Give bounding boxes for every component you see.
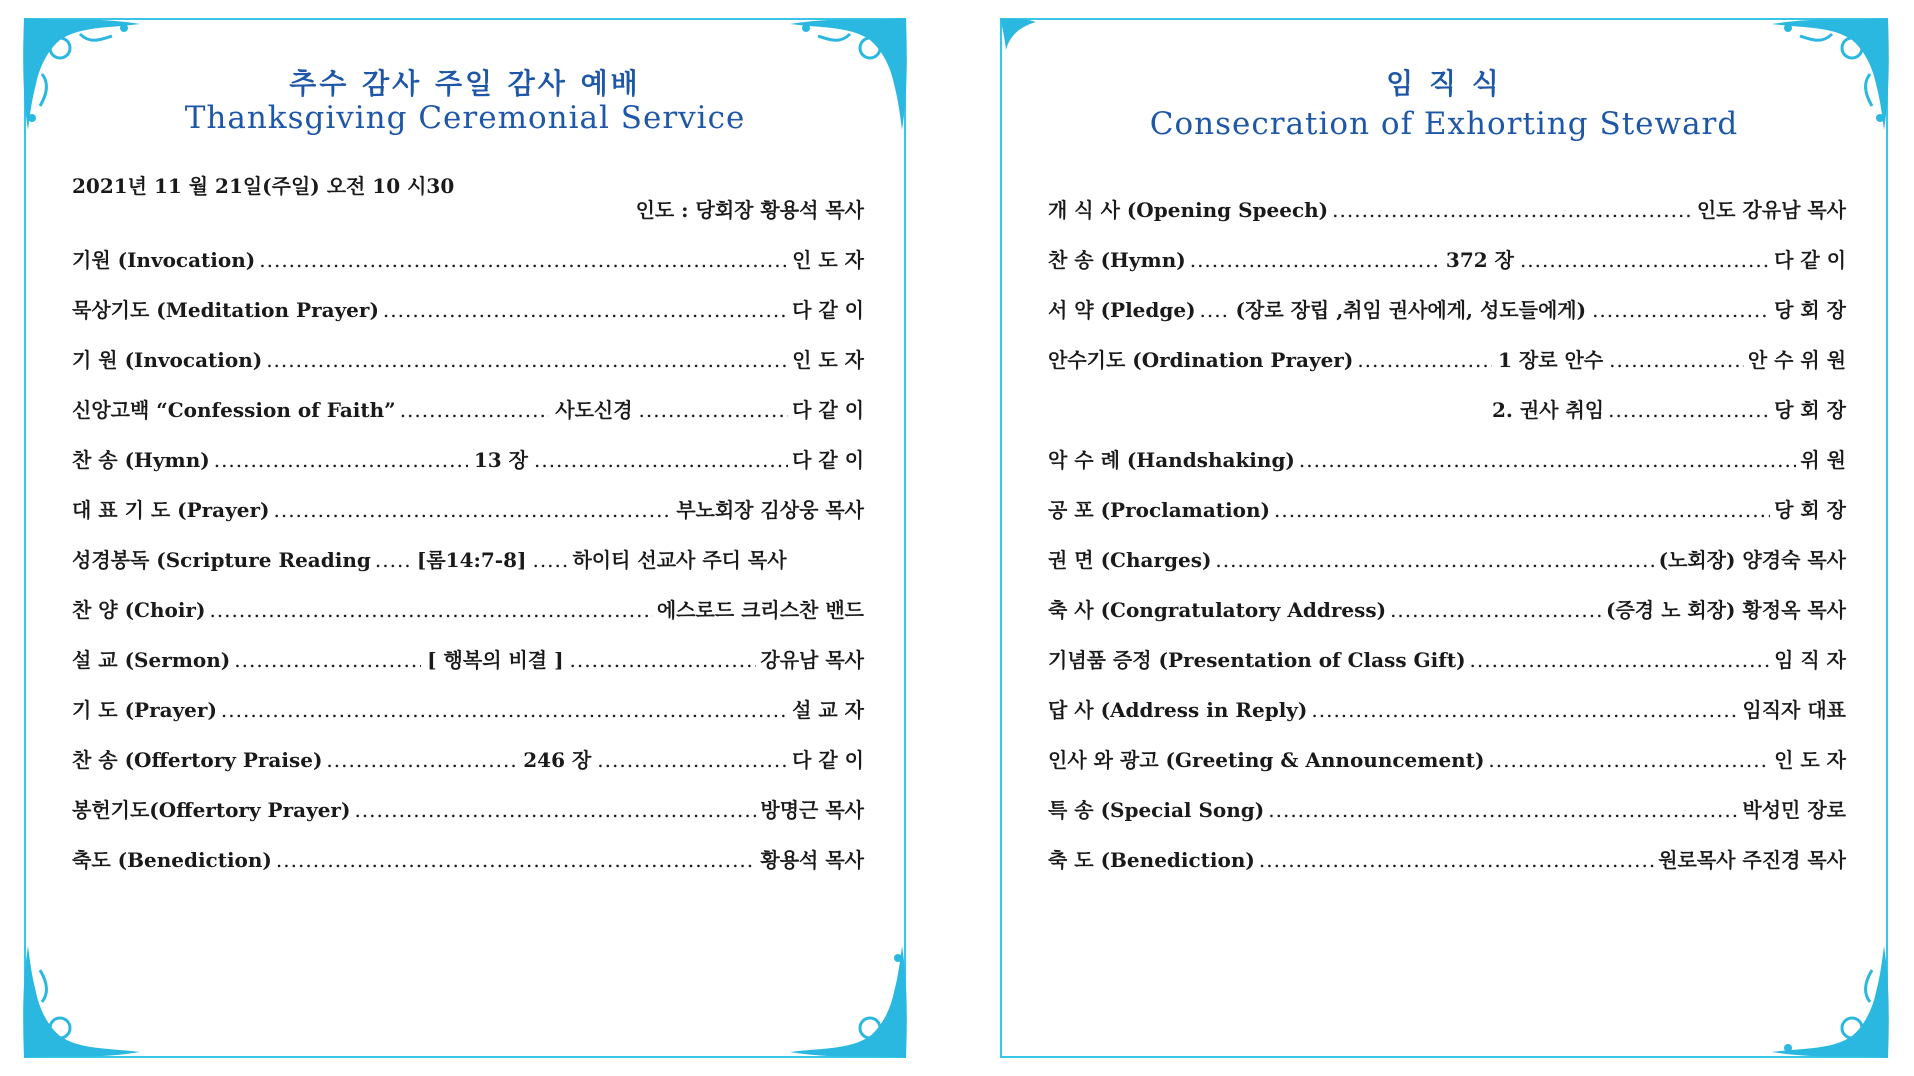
item-detail: (장로 장립 ,취임 권사에게, 성도들에게) xyxy=(1235,298,1587,322)
item-label: 답 사 (Address in Reply) xyxy=(1048,698,1308,722)
program-item xyxy=(1048,494,1846,523)
program-item xyxy=(1048,294,1846,323)
item-label: 설 교 (Sermon) xyxy=(72,648,231,672)
item-label: 권 면 (Charges) xyxy=(1048,548,1212,572)
item-label: 축 도 (Benediction) xyxy=(1048,848,1255,872)
program-item xyxy=(1048,594,1846,623)
corner-ornament-icon xyxy=(780,942,910,1062)
item-label: 기념품 증정 (Presentation of Class Gift) xyxy=(1048,648,1466,672)
program-item xyxy=(72,244,864,273)
program-item xyxy=(72,444,864,473)
item-value: 인 도 자 xyxy=(1774,748,1846,772)
item-label: 축도 (Benediction) xyxy=(72,848,272,872)
item-value: 다 같 이 xyxy=(792,748,864,772)
item-value: 당 회 장 xyxy=(1774,398,1846,422)
item-value: 위 원 xyxy=(1800,448,1846,472)
item-value: 에스로드 크리스찬 밴드 xyxy=(656,598,864,622)
item-label: 성경봉독 (Scripture Reading xyxy=(72,548,371,572)
corner-ornament-icon xyxy=(20,942,150,1062)
program-item xyxy=(72,644,864,673)
item-label: 공 포 (Proclamation) xyxy=(1048,498,1270,522)
program-item xyxy=(1048,544,1846,573)
item-label: 개 식 사 (Opening Speech) xyxy=(1048,198,1329,222)
item-value: 하이티 선교사 주디 목사 xyxy=(572,548,787,572)
program-item xyxy=(72,394,864,423)
item-value: 원로목사 주진경 목사 xyxy=(1658,848,1846,872)
item-value: 황용석 목사 xyxy=(760,848,864,872)
item-label: 특 송 (Special Song) xyxy=(1048,798,1265,822)
left-program-panel xyxy=(24,18,906,1058)
item-value: 인도 강유남 목사 xyxy=(1696,198,1846,222)
item-value: 다 같 이 xyxy=(792,448,865,472)
page-title-korean: 추수 감사 주일 감사 예배 xyxy=(289,67,641,100)
item-label: 찬 양 (Choir) xyxy=(72,598,206,622)
program-item xyxy=(72,694,864,723)
page-title-english: Consecration of Exhorting Steward xyxy=(1149,106,1739,142)
item-value: 부노회장 김상웅 목사 xyxy=(676,498,864,522)
program-item xyxy=(1048,694,1846,723)
item-label: 축 사 (Congratulatory Address) xyxy=(1048,598,1387,622)
program-item xyxy=(72,844,864,873)
item-detail: 1 장로 안수 xyxy=(1498,348,1604,372)
item-value: (증경 노 회장) 황정옥 목사 xyxy=(1606,598,1846,622)
program-item xyxy=(72,294,864,323)
item-label: 봉헌기도(Offertory Prayer) xyxy=(72,798,351,822)
item-value: 당 회 장 xyxy=(1774,498,1846,522)
item-detail: [ 행복의 비결 ] xyxy=(427,648,564,672)
page-title-english: Thanksgiving Ceremonial Service xyxy=(184,100,746,136)
item-value: 다 같 이 xyxy=(792,398,865,422)
item-value: 방명근 목사 xyxy=(760,798,864,822)
item-value: 당 회 장 xyxy=(1774,298,1846,322)
right-program-panel xyxy=(1000,18,1888,1058)
item-value: 인 도 자 xyxy=(792,348,864,372)
item-value: 설 교 자 xyxy=(792,698,864,722)
item-detail: [롬14:7-8] xyxy=(416,548,527,572)
service-date: 2021년 11 월 21일(주일) 오전 10 시30 xyxy=(72,174,455,198)
program-item xyxy=(1048,794,1846,823)
item-value: (노회장) 양경숙 목사 xyxy=(1658,548,1846,572)
item-label: 찬 송 (Offertory Praise) xyxy=(72,748,323,772)
item-label: 찬 송 (Hymn) xyxy=(1048,248,1186,272)
item-label: 인사 와 광고 (Greeting & Announcement) xyxy=(1048,748,1485,772)
service-leader: 인도 : 당회장 황용석 목사 xyxy=(635,198,864,222)
item-label: 안수기도 (Ordination Prayer) xyxy=(1048,348,1354,372)
item-detail: 246 장 xyxy=(523,748,592,772)
program-item xyxy=(72,594,864,623)
item-value: 다 같 이 xyxy=(792,298,864,322)
item-value: 인 도 자 xyxy=(792,248,864,272)
item-value: 다 같 이 xyxy=(1774,248,1847,272)
program-item xyxy=(72,794,864,823)
item-label: 악 수 례 (Handshaking) xyxy=(1048,448,1295,472)
corner-ornament-icon xyxy=(1762,942,1892,1062)
program-item xyxy=(1048,444,1846,473)
program-item xyxy=(1048,344,1846,373)
program-item xyxy=(1048,644,1846,673)
program-item xyxy=(1048,844,1846,873)
item-value: 강유남 목사 xyxy=(760,648,864,672)
item-label: 기 도 (Prayer) xyxy=(72,698,217,722)
item-label: 찬 송 (Hymn) xyxy=(72,448,210,472)
item-value: 박성민 장로 xyxy=(1742,798,1846,822)
item-detail: 372 장 xyxy=(1445,248,1514,272)
program-item xyxy=(72,494,864,523)
item-detail: 13 장 xyxy=(473,448,528,472)
item-value: 임 직 자 xyxy=(1774,648,1846,672)
program-item xyxy=(72,744,864,773)
program-item xyxy=(1048,194,1846,223)
item-label: 2. 권사 취임 xyxy=(1492,398,1605,422)
item-label: 대 표 기 도 (Prayer) xyxy=(72,498,270,522)
item-value: 안 수 위 원 xyxy=(1747,348,1847,372)
program-item xyxy=(1048,244,1846,273)
item-label: 서 약 (Pledge) xyxy=(1048,298,1196,322)
program-item xyxy=(1048,744,1846,773)
item-label: 묵상기도 (Meditation Prayer) xyxy=(72,298,379,322)
program-item xyxy=(72,544,864,573)
item-label: 신앙고백 “Confession of Faith” xyxy=(72,398,396,422)
program-item xyxy=(1492,394,1846,423)
item-label: 기 원 (Invocation) xyxy=(72,348,263,372)
item-detail: 사도신경 xyxy=(555,398,633,422)
item-value: 임직자 대표 xyxy=(1742,698,1846,722)
item-label: 기원 (Invocation) xyxy=(72,248,256,272)
page-title-korean: 임 직 식 xyxy=(1386,67,1502,100)
program-item xyxy=(72,344,864,373)
